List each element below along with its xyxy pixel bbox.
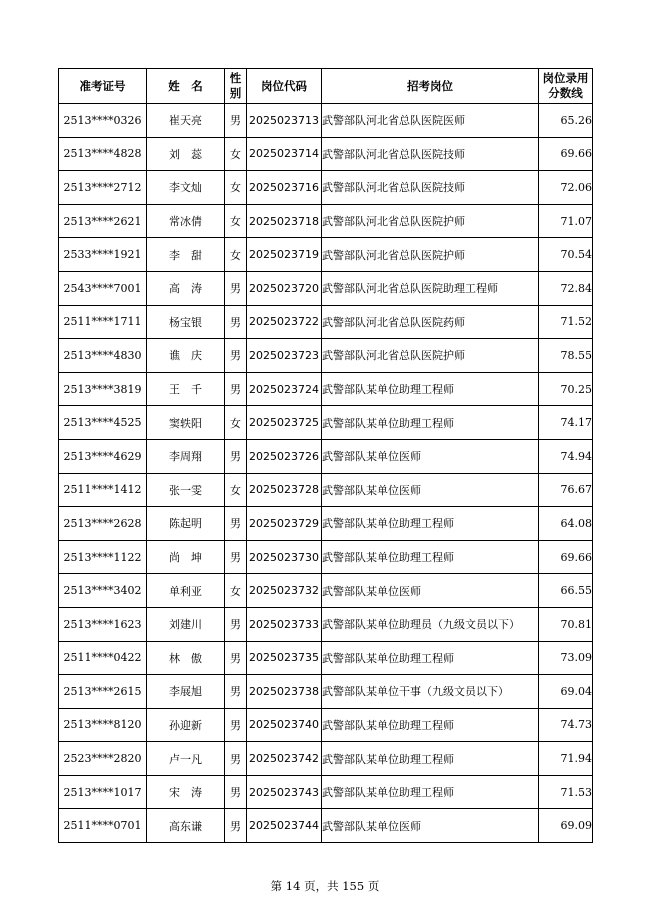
table-row [59,439,593,473]
cell-gender: 男 [225,708,247,742]
table-row [59,742,593,776]
cell-name: 李文灿 [147,171,225,205]
cell-post-title: 武警部队河北省总队医院技师 [322,137,539,171]
score-table [58,68,593,843]
cell-post-code: 2025023719 [247,238,322,272]
cell-name: 高东谦 [147,809,225,843]
cell-exam-id: 2513****1623 [59,607,147,641]
table-row [59,675,593,709]
cell-name: 李展旭 [147,675,225,709]
cell-gender: 男 [225,540,247,574]
cell-exam-id: 2533****1921 [59,238,147,272]
cell-exam-id: 2523****2820 [59,742,147,776]
cell-post-code: 2025023714 [247,137,322,171]
cell-score: 74.17 [539,406,593,440]
cell-post-code: 2025023729 [247,507,322,541]
cell-score: 69.09 [539,809,593,843]
cell-name: 尚 坤 [147,540,225,574]
table-header-row [59,69,593,104]
cell-score: 69.66 [539,137,593,171]
cell-exam-id: 2513****4828 [59,137,147,171]
cell-name: 高 涛 [147,271,225,305]
cell-post-code: 2025023726 [247,439,322,473]
cell-name: 窦轶阳 [147,406,225,440]
cell-exam-id: 2511****1711 [59,305,147,339]
cell-post-code: 2025023716 [247,171,322,205]
cell-score: 69.04 [539,675,593,709]
table-row [59,238,593,272]
cell-score: 70.25 [539,372,593,406]
cell-score: 78.55 [539,339,593,373]
cell-score: 71.07 [539,204,593,238]
cell-exam-id: 2513****0326 [59,104,147,138]
table-row [59,339,593,373]
cell-post-title: 武警部队某单位医师 [322,473,539,507]
cell-exam-id: 2511****0701 [59,809,147,843]
cell-name: 李周翔 [147,439,225,473]
header-code: 岗位代码 [247,69,322,104]
table-row [59,809,593,843]
cell-exam-id: 2511****1412 [59,473,147,507]
cell-name: 常冰倩 [147,204,225,238]
table-row [59,574,593,608]
cell-name: 王 千 [147,372,225,406]
table-row [59,708,593,742]
cell-name: 宋 涛 [147,775,225,809]
table-row [59,137,593,171]
header-id: 准考证号 [59,69,147,104]
cell-gender: 男 [225,607,247,641]
cell-post-title: 武警部队某单位助理员（九级文员以下） [322,607,539,641]
table-row [59,507,593,541]
cell-name: 谯 庆 [147,339,225,373]
cell-post-code: 2025023732 [247,574,322,608]
cell-gender: 男 [225,742,247,776]
cell-post-title: 武警部队某单位干事（九级文员以下） [322,675,539,709]
cell-post-code: 2025023730 [247,540,322,574]
cell-gender: 女 [225,171,247,205]
cell-post-title: 武警部队某单位助理工程师 [322,775,539,809]
table-row [59,473,593,507]
cell-score: 70.54 [539,238,593,272]
header-score-text: 岗位录用分数线 [542,71,589,100]
cell-post-title: 武警部队河北省总队医院护师 [322,204,539,238]
cell-name: 张一雯 [147,473,225,507]
header-gender-text: 性别 [229,71,242,100]
cell-post-code: 2025023728 [247,473,322,507]
cell-exam-id: 2513****2628 [59,507,147,541]
cell-post-title: 武警部队河北省总队医院护师 [322,238,539,272]
cell-gender: 女 [225,238,247,272]
cell-post-title: 武警部队河北省总队医院医师 [322,104,539,138]
cell-gender: 男 [225,507,247,541]
cell-post-title: 武警部队某单位医师 [322,439,539,473]
cell-name: 刘 蕊 [147,137,225,171]
cell-gender: 男 [225,809,247,843]
cell-score: 74.73 [539,708,593,742]
cell-post-code: 2025023718 [247,204,322,238]
cell-name: 刘建川 [147,607,225,641]
cell-post-title: 武警部队某单位助理工程师 [322,708,539,742]
cell-post-code: 2025023725 [247,406,322,440]
cell-exam-id: 2513****3402 [59,574,147,608]
cell-post-title: 武警部队某单位助理工程师 [322,372,539,406]
cell-post-title: 武警部队某单位助理工程师 [322,540,539,574]
cell-score: 64.08 [539,507,593,541]
cell-score: 71.52 [539,305,593,339]
cell-gender: 男 [225,104,247,138]
header-gender [225,69,247,104]
cell-name: 林 傲 [147,641,225,675]
cell-post-title: 武警部队河北省总队医院技师 [322,171,539,205]
cell-name: 李 甜 [147,238,225,272]
table-row [59,607,593,641]
cell-gender: 男 [225,641,247,675]
table-row [59,406,593,440]
cell-gender: 男 [225,271,247,305]
cell-post-title: 武警部队某单位助理工程师 [322,742,539,776]
cell-score: 65.26 [539,104,593,138]
cell-gender: 男 [225,675,247,709]
cell-post-title: 武警部队某单位助理工程师 [322,406,539,440]
cell-gender: 女 [225,473,247,507]
cell-post-code: 2025023744 [247,809,322,843]
cell-post-code: 2025023735 [247,641,322,675]
table-row [59,305,593,339]
table-row [59,204,593,238]
cell-name: 单利亚 [147,574,225,608]
cell-gender: 男 [225,305,247,339]
cell-exam-id: 2513****4629 [59,439,147,473]
cell-post-code: 2025023724 [247,372,322,406]
cell-score: 71.53 [539,775,593,809]
cell-post-title: 武警部队某单位助理工程师 [322,641,539,675]
cell-post-code: 2025023722 [247,305,322,339]
cell-post-title: 武警部队河北省总队医院药师 [322,305,539,339]
cell-exam-id: 2513****4525 [59,406,147,440]
cell-name: 孙迎新 [147,708,225,742]
cell-post-title: 武警部队某单位医师 [322,809,539,843]
cell-score: 71.94 [539,742,593,776]
table-row [59,271,593,305]
cell-exam-id: 2513****2615 [59,675,147,709]
cell-post-code: 2025023720 [247,271,322,305]
table-row [59,641,593,675]
header-score [539,69,593,104]
table-row [59,171,593,205]
cell-score: 74.94 [539,439,593,473]
cell-post-code: 2025023723 [247,339,322,373]
table-body [59,104,593,843]
cell-exam-id: 2513****8120 [59,708,147,742]
cell-score: 69.66 [539,540,593,574]
table-row [59,104,593,138]
cell-score: 73.09 [539,641,593,675]
cell-score: 72.06 [539,171,593,205]
cell-exam-id: 2513****1122 [59,540,147,574]
cell-post-title: 武警部队河北省总队医院助理工程师 [322,271,539,305]
table-row [59,540,593,574]
cell-post-code: 2025023742 [247,742,322,776]
cell-gender: 女 [225,574,247,608]
cell-gender: 男 [225,775,247,809]
cell-name: 卢一凡 [147,742,225,776]
cell-gender: 男 [225,372,247,406]
cell-score: 66.55 [539,574,593,608]
cell-exam-id: 2543****7001 [59,271,147,305]
cell-gender: 女 [225,204,247,238]
cell-gender: 男 [225,339,247,373]
table-row [59,372,593,406]
cell-name: 崔天亮 [147,104,225,138]
cell-exam-id: 2513****3819 [59,372,147,406]
cell-post-title: 武警部队河北省总队医院护师 [322,339,539,373]
cell-score: 76.67 [539,473,593,507]
cell-post-code: 2025023713 [247,104,322,138]
cell-exam-id: 2511****0422 [59,641,147,675]
header-post: 招考岗位 [322,69,539,104]
cell-post-code: 2025023738 [247,675,322,709]
table-row [59,775,593,809]
cell-post-title: 武警部队某单位助理工程师 [322,507,539,541]
page-number: 第 14 页，共 155 页 [270,879,380,893]
cell-post-title: 武警部队某单位医师 [322,574,539,608]
cell-gender: 男 [225,439,247,473]
cell-post-code: 2025023733 [247,607,322,641]
cell-exam-id: 2513****2621 [59,204,147,238]
cell-post-code: 2025023740 [247,708,322,742]
header-name: 姓 名 [147,69,225,104]
cell-name: 陈起明 [147,507,225,541]
cell-gender: 女 [225,137,247,171]
cell-gender: 女 [225,406,247,440]
cell-exam-id: 2513****4830 [59,339,147,373]
cell-exam-id: 2513****1017 [59,775,147,809]
cell-name: 杨宝银 [147,305,225,339]
cell-score: 70.81 [539,607,593,641]
cell-score: 72.84 [539,271,593,305]
cell-exam-id: 2513****2712 [59,171,147,205]
cell-post-code: 2025023743 [247,775,322,809]
